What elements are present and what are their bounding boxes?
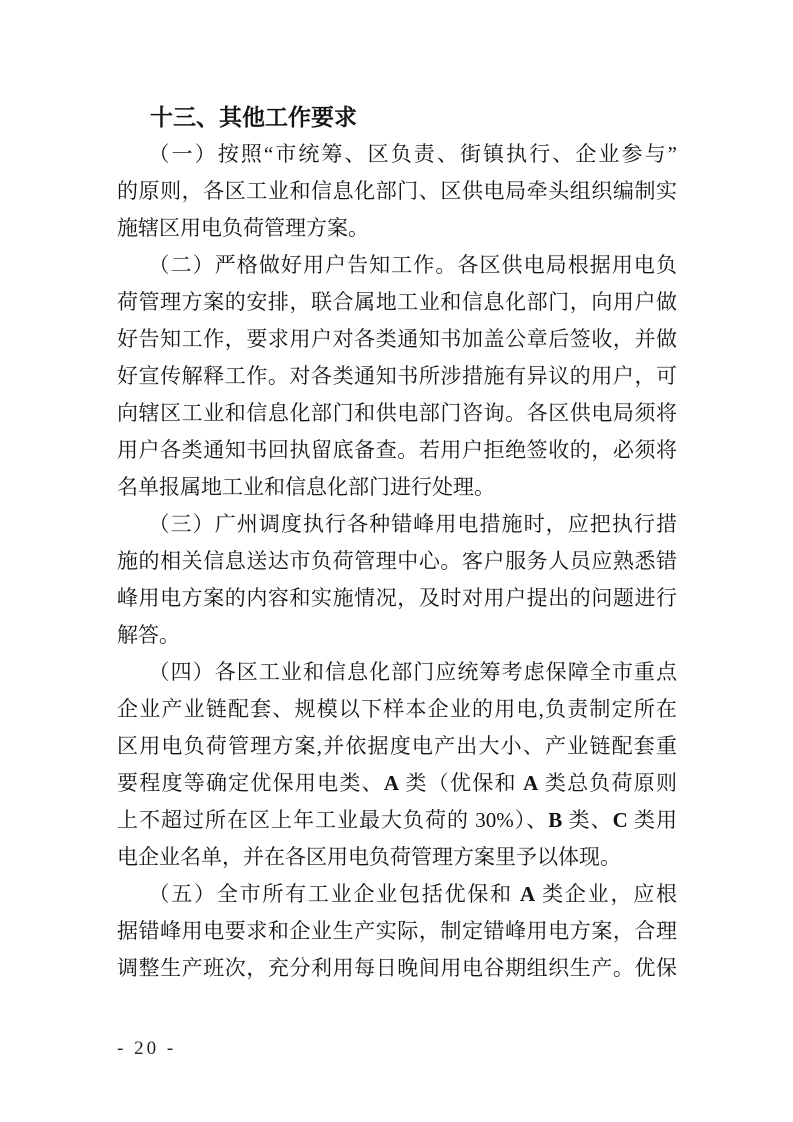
- text-line: [117, 765, 677, 802]
- document-body: [117, 99, 677, 987]
- text-line: 荷管理方案的安排，联合属地工业和信息化部门，向用户做: [117, 290, 677, 314]
- page-number: - 20 -: [117, 1038, 177, 1059]
- text-line: 好宣传解释工作。对各类通知书所涉措施有异议的用户，可: [117, 364, 677, 388]
- text-segment-bold: A: [519, 882, 536, 906]
- text-line: 电企业名单，并在各区用电负荷管理方案里予以体现。: [117, 845, 621, 869]
- text-line: 名单报属地工业和信息化部门进行处理。: [117, 475, 495, 499]
- text-line: 好告知工作，要求用户对各类通知书加盖公章后签收，并做: [117, 327, 677, 351]
- text-segment: 上不超过所在区上年工业最大负荷的 30%）、: [117, 808, 549, 832]
- text-segment: 类用: [627, 808, 678, 832]
- text-line: 据错峰用电要求和企业生产实际，制定错峰用电方案，合理: [117, 919, 677, 943]
- text-segment-bold: B: [548, 808, 563, 832]
- text-line: （一）按照“市统筹、区负责、街镇执行、企业参与”: [148, 142, 677, 166]
- text-segment: 类企业，应根: [535, 882, 678, 906]
- text-segment-bold: A: [383, 771, 400, 795]
- text-segment-bold: A: [523, 771, 539, 795]
- text-line: 调整生产班次，充分利用每日晚间用电谷期组织生产。优保: [117, 956, 677, 980]
- text-line: 施的相关信息送达市负荷管理中心。客户服务人员应熟悉错: [117, 549, 677, 573]
- text-line: 峰用电方案的内容和实施情况，及时对用户提出的问题进行: [117, 586, 677, 610]
- text-segment: （五）全市所有工业企业包括优保和: [148, 882, 520, 906]
- text-line: （二）严格做好用户告知工作。各区供电局根据用电负: [148, 253, 677, 277]
- text-line: 向辖区工业和信息化部门和供电部门咨询。各区供电局须将: [117, 401, 677, 425]
- text-line: [117, 876, 677, 913]
- section-heading: 十三、其他工作要求: [150, 104, 357, 130]
- text-line: 的原则，各区工业和信息化部门、区供电局牵头组织编制实: [117, 179, 677, 203]
- text-line: 企业产业链配套、规模以下样本企业的用电,负责制定所在: [117, 697, 677, 721]
- text-segment: 类总负荷原则: [538, 771, 678, 795]
- text-line: 区用电负荷管理方案,并依据度电产出大小、产业链配套重: [117, 734, 677, 758]
- text-line: （三）广州调度执行各种错峰用电措施时，应把执行措: [148, 512, 677, 536]
- text-segment: 要程度等确定优保用电类、: [117, 771, 384, 795]
- text-line: 施辖区用电负荷管理方案。: [117, 216, 369, 240]
- text-line: 用户各类通知书回执留底备查。若用户拒绝签收的，必须将: [117, 438, 677, 462]
- text-line: [117, 802, 677, 839]
- text-line: （四）各区工业和信息化部门应统筹考虑保障全市重点: [148, 660, 677, 684]
- text-segment-bold: C: [612, 808, 628, 832]
- text-segment: 类（优保和: [399, 771, 524, 795]
- text-line: 解答。: [117, 623, 180, 647]
- text-segment: 类、: [562, 808, 613, 832]
